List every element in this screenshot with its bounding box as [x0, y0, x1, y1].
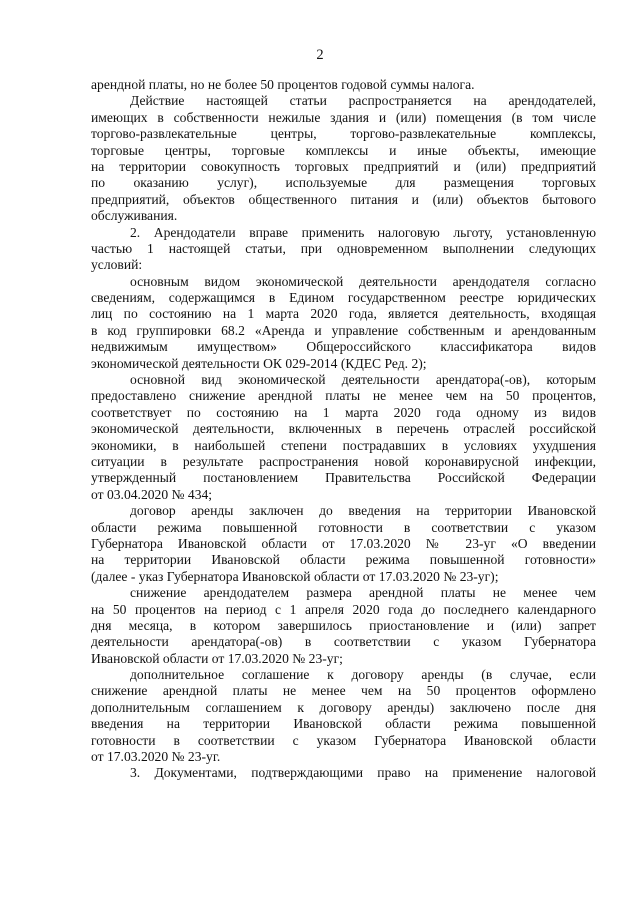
text-line: снижение арендодателем размера арендной платы не менее чем — [130, 585, 596, 601]
text-line: имеющих в собственности нежилые здания и (или) помещения (в том числе — [91, 109, 596, 125]
text-line: 3. Документами, подтверждающими право на применение налоговой — [130, 765, 596, 781]
text-line: от 17.03.2020 № 23-уг. — [91, 749, 221, 765]
text-line: лиц по состоянию на 1 марта 2020 года, является деятельность, входящая — [91, 306, 596, 322]
text-line: сведениям, содержащимся в Едином государственном реестре юридических — [91, 290, 596, 306]
text-line: (далее - указ Губернатора Ивановской области от 17.03.2020 № 23-уг); — [91, 568, 499, 584]
text-line: в код группировки 68.2 «Аренда и управление собственным и арендованным — [91, 322, 596, 338]
page-number: 2 — [316, 47, 324, 63]
text-line: соответствует по состоянию на 1 марта 2020 года одному из видов — [91, 404, 596, 420]
text-line: обслуживания. — [91, 208, 178, 224]
text-line: от 03.04.2020 № 434; — [91, 486, 213, 502]
text-line: на территории совокупность торговых предприятий и (или) предприятий — [91, 158, 596, 174]
text-line: основной вид экономической деятельности арендатора(-ов), которым — [130, 372, 596, 388]
text-line: Ивановской области от 17.03.2020 № 23-уг; — [91, 650, 343, 666]
text-line: дня месяца, в котором завершилось приостановление и (или) запрет — [91, 617, 596, 633]
text-line: 2. Арендодатели вправе применить налоговую льготу, установленную — [130, 224, 596, 240]
text-line: основным видом экономической деятельности арендодателя согласно — [130, 273, 596, 289]
text-line: дополнительное соглашение к договору аренды (в случае, если — [130, 667, 596, 683]
text-line: договор аренды заключен до введения на территории Ивановской — [130, 503, 596, 519]
text-line: по оказанию услуг), используемые для размещения торговых — [91, 175, 596, 191]
text-line: на территории Ивановской области режима повышенной готовности» — [91, 552, 596, 568]
text-line: Действие настоящей статьи распространяется на арендодателей, — [130, 93, 596, 109]
text-line: снижение арендной платы не менее чем на 50 процентов оформлено — [91, 683, 596, 699]
text-line: экономической деятельности ОК 029-2014 (КДЕС Ред. 2); — [91, 355, 427, 371]
text-line: условий: — [91, 257, 143, 273]
document-body — [91, 77, 596, 782]
text-line: торговые центры, торговые комплексы и иные объекты, имеющие — [91, 142, 596, 158]
text-line: на 50 процентов на период с 1 апреля 2020 года до последнего календарного — [91, 601, 596, 617]
text-line: недвижимым имуществом» Общероссийского классификатора видов — [91, 339, 596, 355]
text-line: экономической деятельности, включенных в перечень отраслей российской — [91, 421, 596, 437]
text-line: предприятий, объектов общественного питания и (или) объектов бытового — [91, 191, 596, 207]
text-line: арендной платы, но не более 50 процентов годовой суммы налога. — [91, 77, 475, 92]
text-line: области режима повышенной готовности в соответствии с указом — [91, 519, 596, 535]
text-line: торгово-развлекательные центры, торгово-развлекательные комплексы, — [91, 126, 596, 142]
text-line: ситуации в результате распространения новой коронавирусной инфекции, — [91, 453, 596, 469]
text-line: деятельности арендатора(-ов) в соответствии с указом Губернатора — [91, 634, 596, 650]
text-line: Губернатора Ивановской области от 17.03.2020 № 23-уг «О введении — [91, 535, 596, 551]
text-line: введения на территории Ивановской области режима повышенной — [91, 716, 596, 732]
text-line: экономики, в наибольшей степени пострадавших в условиях ухудшения — [91, 437, 596, 453]
text-line: частью 1 настоящей статьи, при одновременном выполнении следующих — [91, 240, 596, 256]
text-line: предоставлено снижение арендной платы не менее чем на 50 процентов, — [91, 388, 596, 404]
text-line: дополнительным соглашением к договору аренды) заключено после дня — [91, 699, 596, 715]
text-line: готовности в соответствии с указом Губернатора Ивановской области — [91, 732, 596, 748]
text-line: утвержденный постановлением Правительства Российской Федерации — [91, 470, 596, 486]
